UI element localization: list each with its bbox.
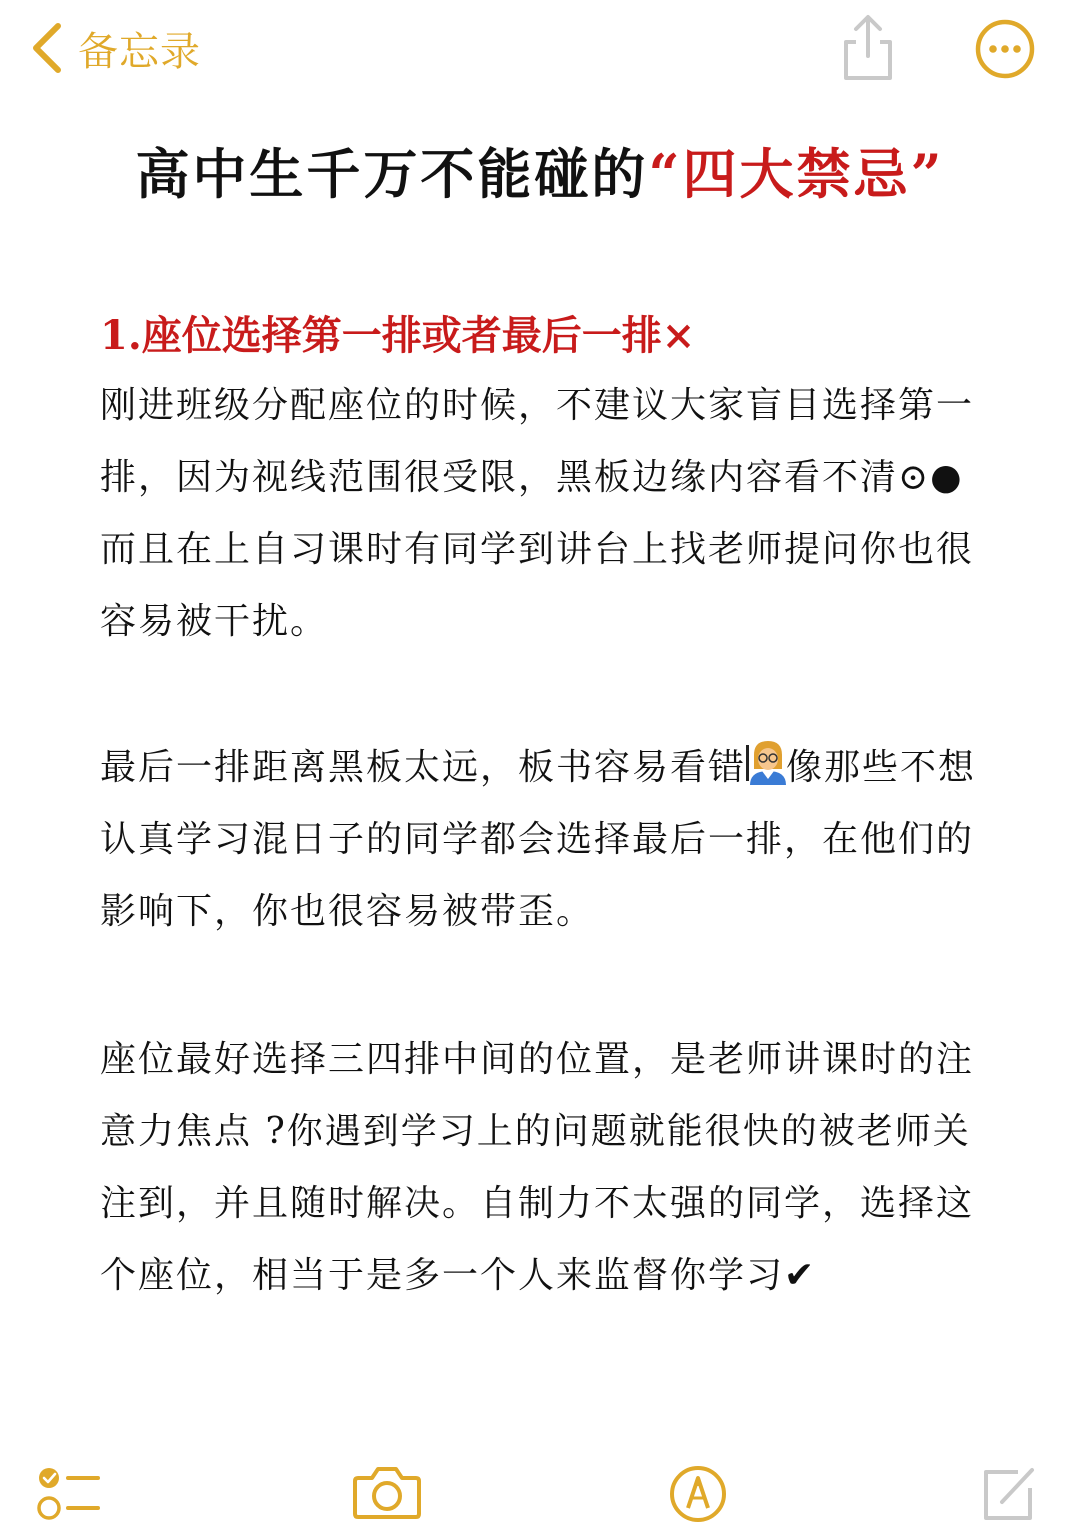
chevron-left-icon [26,18,70,78]
paragraph-1: 刚进班级分配座位的时候，不建议大家盲目选择第一排，因为视线范围很受限，黑板边缘内容看不清⊙●而且在上自习课时有同学到讲台上找老师提问你也很容易被干扰。 [100,385,975,642]
note-title [0,132,1080,209]
note-title-main: 高中生千万不能碰的 [135,142,649,206]
teacher-emoji-icon [746,739,786,785]
compose-icon[interactable] [978,1462,1038,1524]
more-icon[interactable] [974,18,1036,80]
section-heading: 1.座位选择第一排或者最后一排× [100,312,696,359]
top-bar [0,0,1080,100]
share-icon[interactable] [838,12,898,82]
back-button[interactable] [26,18,201,78]
paragraph-2-part-b: 像那些不想认真学习混日子的同学都会选择最后一排，在他们的影响下，你也很容易被带歪。 [100,747,977,932]
paragraph-2-part-a: 最后一排距离黑板太远，板书容易看错 [100,747,747,788]
markup-pen-icon[interactable] [668,1464,728,1524]
checklist-icon[interactable] [36,1464,102,1524]
camera-icon[interactable] [352,1464,422,1520]
paragraph-3: 座位最好选择三四排中间的位置，是老师讲课时的注意力焦点 ?你遇到学习上的问题就能很快的被老师关注到，并且随时解决。自制力不太强的同学，选择这个座位，相当于是多一个人来监督你学习✔ [100,1039,975,1296]
paragraph-2 [100,732,980,948]
note-title-accent: “四大禁忌” [648,142,945,206]
bottom-toolbar [0,1440,1080,1527]
back-label: 备忘录 [78,28,201,75]
